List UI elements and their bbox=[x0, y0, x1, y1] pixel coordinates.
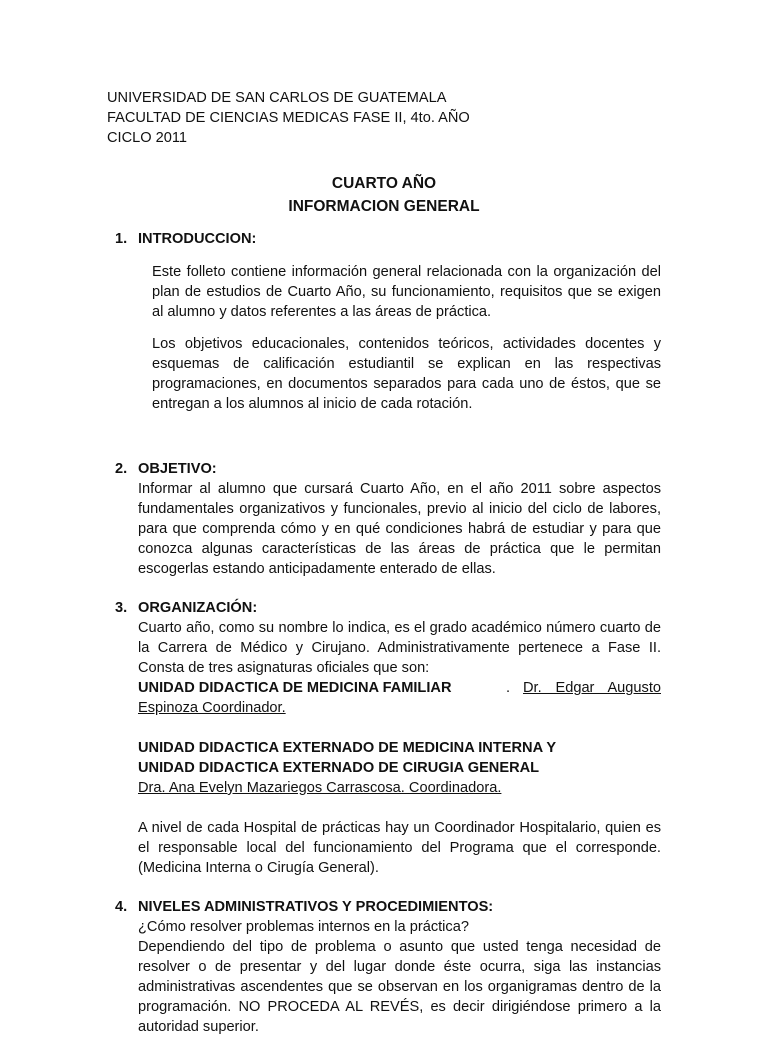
section-organizacion-heading bbox=[115, 598, 257, 618]
section-title: ORGANIZACIÓN: bbox=[138, 600, 258, 616]
introduccion-paragraph-2: Los objetivos educacionales, contenidos teóricos, actividades docentes y esquemas de calificación estudiantil se explican en las respectivas programaciones, en documentos separados para cada uno de éstos, que se entregan a los alumnos al inicio de cada rotación. bbox=[152, 336, 661, 412]
section-objetivo-heading bbox=[115, 459, 217, 479]
unit-medicina-interna-title: UNIDAD DIDACTICA EXTERNADO DE MEDICINA INTERNA Y bbox=[138, 740, 557, 756]
organizacion-paragraph-1: Cuarto año, como su nombre lo indica, es el grado académico número cuarto de la Carrera de Médico y Cirujano. Administrativamente pertenece a Fase II. Consta de tres asignaturas oficiales que son: bbox=[138, 620, 661, 676]
introduccion-paragraph-1: Este folleto contiene información general relacionada con la organización del plan de estudios de Cuarto Año, su funcionamiento, requisitos que se exigen al alumno y datos referentes a las áreas de práctica. bbox=[152, 264, 661, 320]
unit-title: UNIDAD DIDACTICA DE MEDICINA FAMILIAR bbox=[138, 680, 452, 696]
section-number: 3. bbox=[115, 600, 128, 616]
section-title: INTRODUCCION: bbox=[138, 231, 257, 247]
section-title: OBJETIVO: bbox=[138, 461, 217, 477]
section-number: 2. bbox=[115, 461, 128, 477]
section-title: NIVELES ADMINISTRATIVOS Y PROCEDIMIENTOS: bbox=[138, 899, 494, 915]
objetivo-paragraph: Informar al alumno que cursará Cuarto Año, en el año 2011 sobre aspectos fundamentales organizativos y funcionales, previo al inicio del ciclo de labores, para que comprenda cómo y en qué condiciones habrá de estudiar y para que conozca algunas características de las áreas de práctica que le permitan escogerlas estando anticipadamente enterado de ellas. bbox=[138, 481, 661, 577]
university-name: UNIVERSIDAD DE SAN CARLOS DE GUATEMALA bbox=[107, 90, 447, 106]
title-line-2: INFORMACION GENERAL bbox=[288, 198, 480, 215]
unit-cirugia-general-title: UNIDAD DIDACTICA EXTERNADO DE CIRUGIA GENERAL bbox=[138, 760, 540, 776]
faculty-name: FACULTAD DE CIENCIAS MEDICAS FASE II, 4to. AÑO bbox=[107, 110, 470, 126]
unit-externado bbox=[138, 738, 661, 798]
section-niveles-heading bbox=[115, 897, 493, 917]
unit-externado-coordinator: Dra. Ana Evelyn Mazariegos Carrascosa. Coordinadora. bbox=[138, 780, 502, 796]
organizacion-paragraph-2: A nivel de cada Hospital de prácticas hay un Coordinador Hospitalario, quien es el responsable local del funcionamiento del Programa que el corresponde. (Medicina Interna o Cirugía General). bbox=[138, 820, 661, 876]
niveles-question: ¿Cómo resolver problemas internos en la práctica? bbox=[138, 919, 469, 935]
niveles-paragraph: Dependiendo del tipo de problema o asunto que usted tenga necesidad de resolver o de presentar y del lugar donde éste ocurra, siga las instancias administrativas ascendentes que se observan en los organigramas dentro de la programación. NO PROCEDA AL REVÉS, es decir dirigiéndose primero a la autoridad superior. bbox=[138, 939, 661, 1035]
cycle-year: CICLO 2011 bbox=[107, 130, 188, 146]
title-line-1: CUARTO AÑO bbox=[331, 175, 437, 192]
section-number: 1. bbox=[115, 231, 128, 247]
unit-coordinator-continued: Espinoza Coordinador. bbox=[138, 700, 286, 716]
unit-separator: . bbox=[506, 680, 511, 696]
unit-coordinator-name: Dr. Edgar Augusto bbox=[523, 680, 661, 696]
unit-medicina-familiar bbox=[138, 678, 661, 718]
document-title bbox=[0, 172, 768, 218]
document-header bbox=[107, 88, 667, 148]
section-number: 4. bbox=[115, 899, 128, 915]
section-introduccion-heading bbox=[115, 229, 256, 249]
